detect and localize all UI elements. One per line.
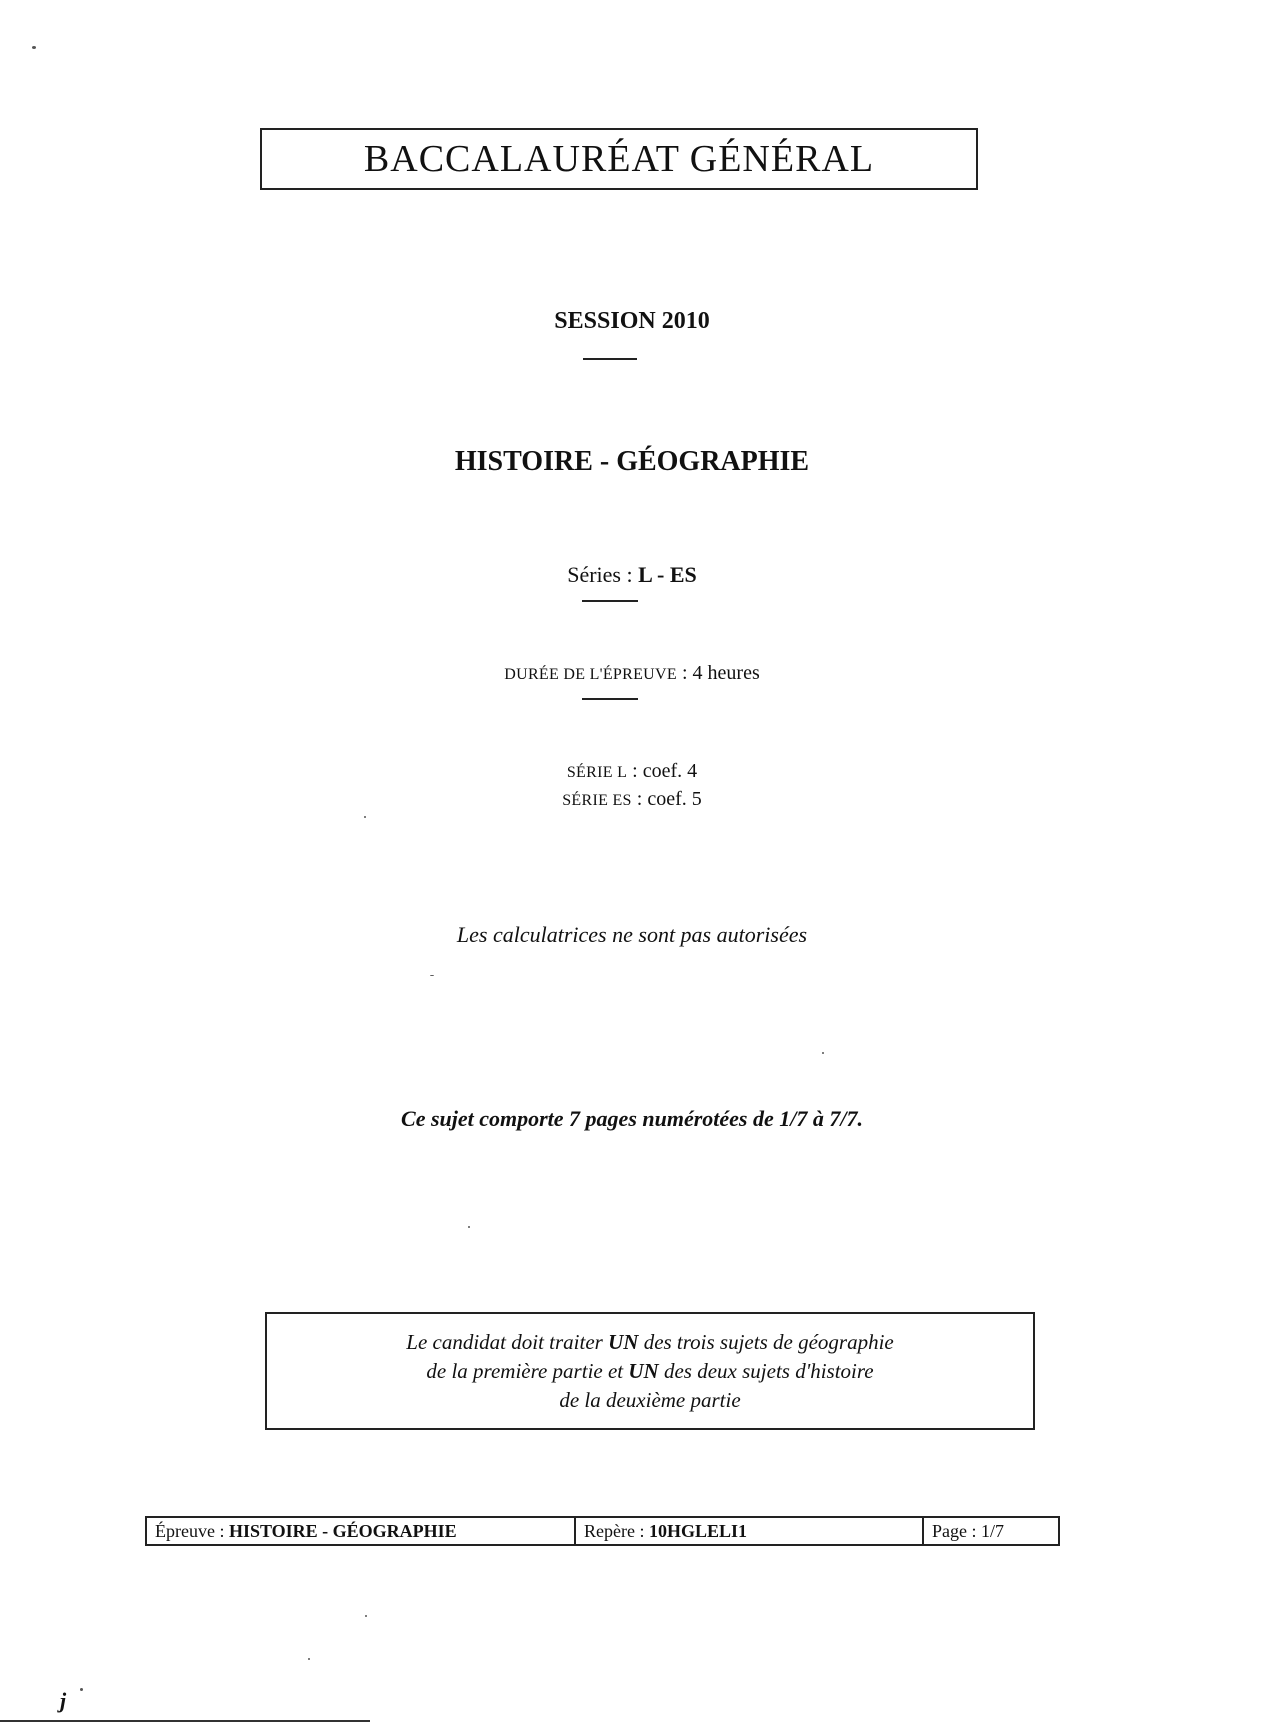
footer-epreuve-label: Épreuve : <box>155 1520 225 1541</box>
coefficient-label: SÉRIE ES <box>562 792 632 809</box>
duration-separator: : <box>676 662 693 684</box>
scan-speck <box>32 46 36 49</box>
session-label: SESSION 2010 <box>554 308 710 334</box>
scan-speck <box>430 975 434 976</box>
instructions-text: Le candidat doit traiter <box>406 1329 609 1354</box>
footer-epreuve-value: HISTOIRE - GÉOGRAPHIE <box>228 1520 457 1541</box>
instructions-emphasis: UN <box>628 1358 659 1383</box>
footer-repere-cell <box>576 1518 924 1544</box>
exam-title: BACCALAURÉAT GÉNÉRAL <box>363 138 875 180</box>
divider-rule <box>582 698 638 700</box>
footer-page-cell <box>924 1518 1058 1544</box>
divider-rule <box>583 358 637 360</box>
footer-repere-label: Repère : <box>584 1520 645 1541</box>
footer-page-label: Page : <box>932 1520 977 1541</box>
coefficient-line-es <box>0 788 1264 811</box>
margin-mark: j <box>60 1688 67 1713</box>
instructions-text: des deux sujets d'histoire <box>658 1358 874 1383</box>
duration-label: DURÉE DE L'ÉPREUVE <box>504 666 677 683</box>
footer-repere-value: 10HGLELI1 <box>648 1520 747 1541</box>
instructions-text: des trois sujets de géographie <box>638 1329 894 1354</box>
instructions-emphasis: UN <box>608 1329 639 1354</box>
duration-value: 4 heures <box>692 662 760 684</box>
scan-speck <box>308 1658 310 1660</box>
footer-table <box>145 1516 1060 1546</box>
series-line <box>0 562 1264 588</box>
coefficient-label: SÉRIE L <box>566 764 628 781</box>
scan-speck <box>365 1615 367 1617</box>
footer-epreuve-cell <box>147 1518 576 1544</box>
coefficient-line-l <box>0 760 1264 783</box>
duration-line <box>0 662 1264 685</box>
instructions-line <box>406 1328 893 1357</box>
footer-page-value: 1/7 <box>981 1520 1005 1541</box>
divider-rule <box>582 600 638 602</box>
coefficient-value: : coef. 5 <box>631 788 702 810</box>
bottom-edge-rule <box>0 1720 370 1722</box>
scan-speck <box>80 1688 83 1691</box>
instructions-text: de la première partie et <box>426 1358 629 1383</box>
scan-speck <box>822 1052 824 1054</box>
instructions-line <box>426 1357 873 1386</box>
instructions-line: de la deuxième partie <box>559 1387 741 1412</box>
instructions-box <box>265 1312 1035 1430</box>
subject-title: HISTOIRE - GÉOGRAPHIE <box>454 446 810 477</box>
series-value: L - ES <box>638 562 697 587</box>
series-label: Séries : <box>567 562 639 587</box>
coefficient-value: : coef. 4 <box>627 760 698 782</box>
calculator-notice: Les calculatrices ne sont pas autorisées <box>456 922 808 947</box>
pages-notice: Ce sujet comporte 7 pages numérotées de 1/7 à 7/7. <box>401 1106 863 1131</box>
scan-speck <box>468 1226 470 1228</box>
scan-speck <box>364 816 366 818</box>
title-box <box>260 128 978 190</box>
